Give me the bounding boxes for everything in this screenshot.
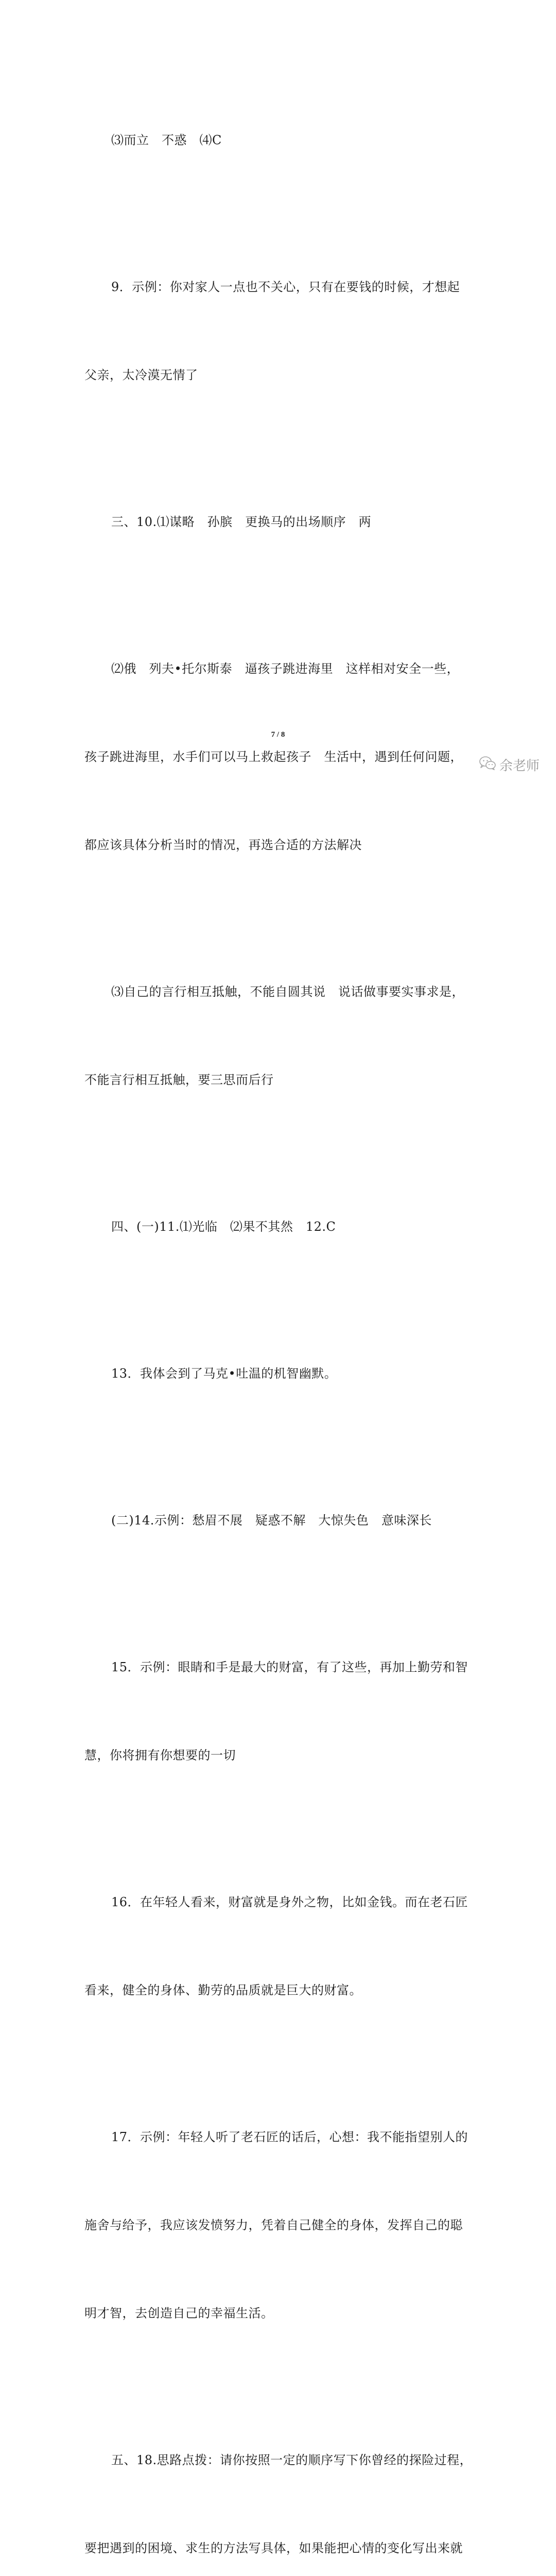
paragraph: [84, 1447, 473, 1594]
text-line: ⑶而立 不惑 ⑷C: [111, 133, 222, 147]
text-line: 施舍与给予，我应该发愤努力，凭着自己健全的身体，发挥自己的聪: [84, 2218, 463, 2232]
text-line: 父亲，太冷漠无情了: [84, 368, 198, 382]
text-line: ⑵俄 列夫•托尔斯泰 逼孩子跳进海里 这样相对安全一些，: [111, 662, 460, 676]
text-line: 不能言行相互抵触，要三思而后行: [84, 1073, 274, 1087]
text-line: 9．示例：你对家人一点也不关心，只有在要钱的时候，才想起: [111, 280, 460, 294]
text-line: 三、10.⑴谋略 孙膑 更换马的出场顺序 两: [111, 515, 372, 529]
paragraph: [84, 919, 473, 1154]
paragraph: [84, 2064, 473, 2387]
text-line: 孩子跳进海里，水手们可以马上救起孩子 生活中，遇到任何问题，: [84, 750, 463, 764]
paragraph: [84, 1594, 473, 1829]
text-line: 16．在年轻人看来，财富就是身外之物，比如金钱。而在老石匠: [111, 1895, 468, 1909]
paragraph: [84, 1300, 473, 1447]
text-line: 慧，你将拥有你想要的一切: [84, 1748, 236, 1762]
watermark: [479, 755, 540, 774]
text-line: 五、18.思路点拨：请你按照一定的顺序写下你曾经的探险过程，: [111, 2453, 473, 2467]
paragraph: [84, 2387, 473, 2576]
text-line: ⑶自己的言行相互抵触，不能自圆其说 说话做事要实事求是，: [111, 985, 464, 999]
text-line: 都应该具体分析当时的情况，再选合适的方法解决: [84, 838, 362, 852]
text-line: 看来，健全的身体、勤劳的品质就是巨大的财富。: [84, 1983, 362, 1997]
wechat-icon: [479, 755, 496, 774]
text-line: 13．我体会到了马克•吐温的机智幽默。: [111, 1366, 337, 1381]
paragraph: [84, 214, 473, 449]
paragraph: [84, 1154, 473, 1300]
page-number: 7 / 8: [271, 731, 285, 739]
watermark-text: 余老师: [499, 758, 540, 774]
answer-content: [84, 67, 473, 2576]
paragraph: [84, 67, 473, 214]
paragraph: [84, 1829, 473, 2064]
text-line: 明才智，去创造自己的幸福生活。: [84, 2306, 274, 2320]
paragraph: [84, 596, 473, 919]
text-line: 要把遇到的困境、求生的方法写具体，如果能把心情的变化写出来就: [84, 2541, 463, 2555]
text-line: 17．示例：年轻人听了老石匠的话后，心想：我不能指望别人的: [111, 2130, 468, 2144]
text-line: (二)14.示例：愁眉不展 疑惑不解 大惊失色 意味深长: [111, 1513, 432, 1528]
text-line: 四、(一)11.⑴光临 ⑵果不其然 12.C: [111, 1219, 336, 1234]
paragraph: [84, 449, 473, 596]
text-line: 15．示例：眼睛和手是最大的财富，有了这些，再加上勤劳和智: [111, 1660, 468, 1674]
